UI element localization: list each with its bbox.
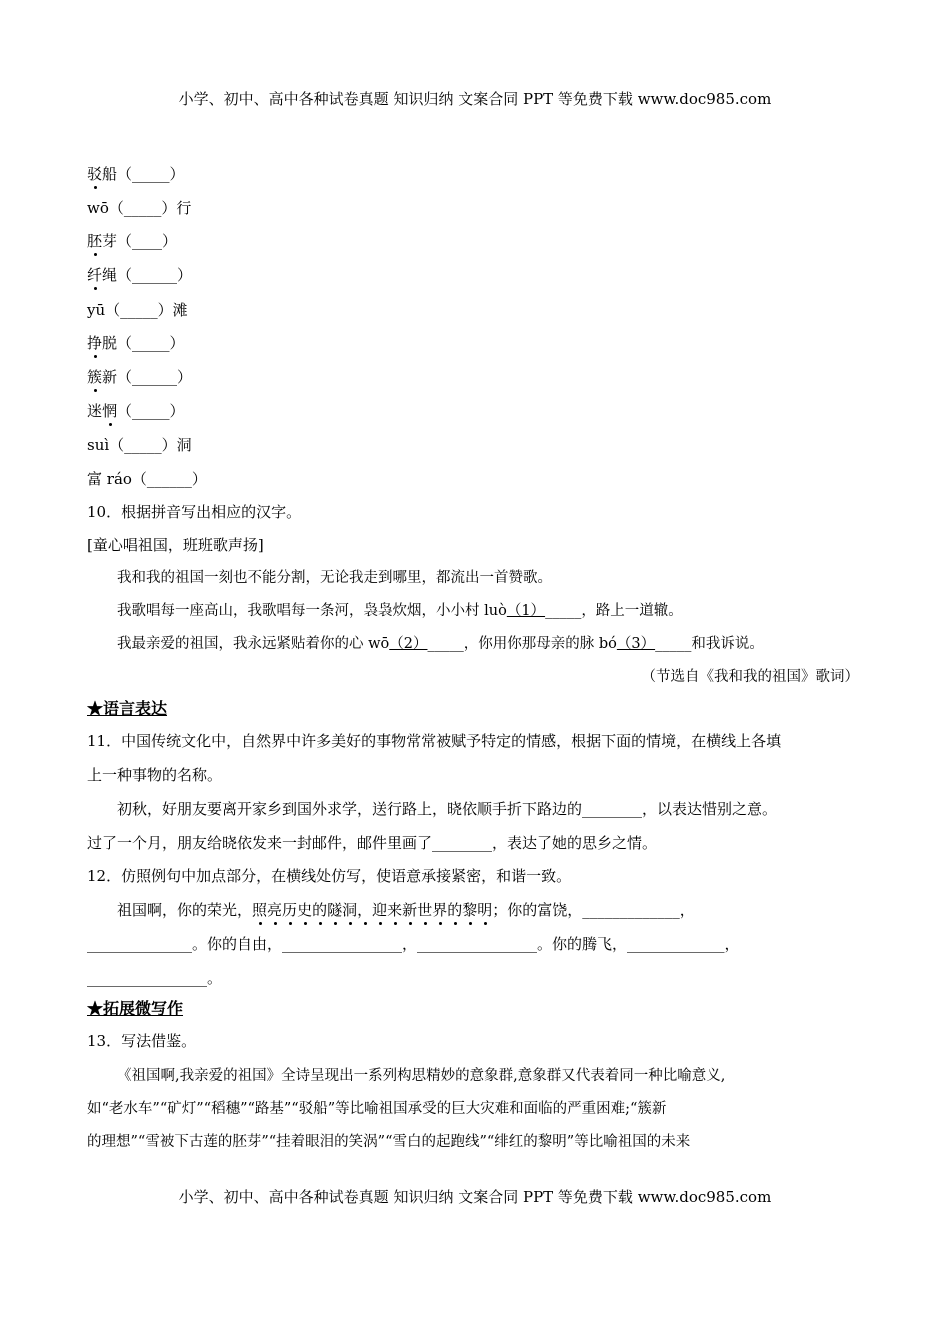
- emphasis-char: ，: [357, 901, 373, 919]
- q13-title: 13．写法借鉴。: [87, 1032, 197, 1050]
- q10-source: （节选自《我和我的祖国》歌词）: [641, 669, 859, 685]
- section-title-language: ★语言表达: [87, 699, 168, 718]
- pinyin-item: 挣脱（_____）: [87, 334, 185, 352]
- q12-line-3: ______________。你的自由，________________，________________。你的腾飞，_____________，: [87, 935, 740, 953]
- emphasis-char: 洞: [342, 901, 358, 919]
- emphasis-char: 照: [252, 901, 268, 919]
- pinyin-item: 驳船（_____）: [87, 165, 185, 183]
- q11-line-3: 初秋，好朋友要离开家乡到国外求学，送行路上，晓依顺手折下路边的________，以表达惜别之意。: [117, 800, 778, 818]
- q11-line-1: 11．中国传统文化中，自然界中许多美好的事物常常被赋予特定的情感，根据下面的情境，在横线上各填: [87, 732, 782, 750]
- emphasis-char: 亮: [267, 901, 283, 919]
- q11-line-4: 过了一个月，朋友给晓依发来一封邮件，邮件里画了________，表达了她的思乡之情。: [87, 834, 658, 852]
- q10-title: 10．根据拼音写出相应的汉字。: [87, 503, 302, 521]
- q12-line-2: 祖国啊，你的荣光，照亮历史的隧洞，迎来新世界的黎明；你的富饶，_____________，: [117, 901, 695, 919]
- q13-line-3: 的理想”“雪被下古莲的胚芽”“挂着眼泪的笑涡”“雪白的起跑线”“绯红的黎明”等比喻祖国的未来: [87, 1134, 691, 1150]
- q12-line-4: ________________。: [87, 969, 223, 987]
- pinyin-item: wō（_____）行: [87, 199, 192, 217]
- q12-line-1: 12．仿照例句中加点部分，在横线处仿写，使语意承接紧密，和谐一致。: [87, 867, 572, 885]
- q10-subtitle: [童心唱祖国，班班歌声扬]: [87, 536, 264, 554]
- q10-lyric-1: 我和我的祖国一刻也不能分割，无论我走到哪里，都流出一首赞歌。: [117, 570, 552, 586]
- page-footer: 小学、初中、高中各种试卷真题 知识归纳 文案合同 PPT 等免费下载 www.doc985.com: [178, 1188, 772, 1206]
- emphasis-char: 的: [312, 901, 328, 919]
- emphasis-char: 迎: [372, 901, 388, 919]
- pinyin-item: yū（_____）滩: [87, 301, 188, 319]
- emphasis-char: 新: [402, 901, 418, 919]
- q11-line-2: 上一种事物的名称。: [87, 766, 223, 784]
- emphasis-char: 世: [417, 901, 433, 919]
- q10-lyric-2: 我歌唱每一座高山，我歌唱每一条河，袅袅炊烟，小小村 luò（1）_____，路上一道辙。: [117, 603, 683, 619]
- pinyin-item: 胚芽（____）: [87, 232, 178, 250]
- q10-lyric-3: 我最亲爱的祖国，我永远紧贴着你的心 wō（2）_____，你用你那母亲的脉 bó（3）_____和我诉说。: [117, 636, 764, 652]
- emphasis-char: 来: [387, 901, 403, 919]
- pinyin-item: 簇新（______）: [87, 368, 193, 386]
- pinyin-item: 迷惘（_____）: [87, 402, 185, 420]
- pinyin-item: 富 ráo（______）: [87, 470, 207, 488]
- q13-line-2: 如“老水车”“矿灯”“稻穗”“路基”“驳船”等比喻祖国承受的巨大灾难和面临的严重困难;“簇新: [87, 1101, 667, 1117]
- section-title-writing: ★拓展微写作: [87, 999, 184, 1018]
- emphasis-char: 黎: [462, 901, 478, 919]
- emphasis-char: 明: [477, 901, 493, 919]
- emphasis-char: 界: [432, 901, 448, 919]
- emphasis-char: 史: [297, 901, 313, 919]
- emphasis-char: 隧: [327, 901, 343, 919]
- pinyin-item: suì（_____）洞: [87, 436, 192, 454]
- pinyin-item: 纤绳（______）: [87, 266, 193, 284]
- emphasis-char: 的: [447, 901, 463, 919]
- emphasis-char: 历: [282, 901, 298, 919]
- page-header: 小学、初中、高中各种试卷真题 知识归纳 文案合同 PPT 等免费下载 www.doc985.com: [178, 90, 772, 108]
- example-dotted-phrase: [252, 901, 492, 919]
- q13-line-1: 《祖国啊,我亲爱的祖国》全诗呈现出一系列构思精妙的意象群,意象群又代表着同一种比喻意义,: [117, 1068, 726, 1084]
